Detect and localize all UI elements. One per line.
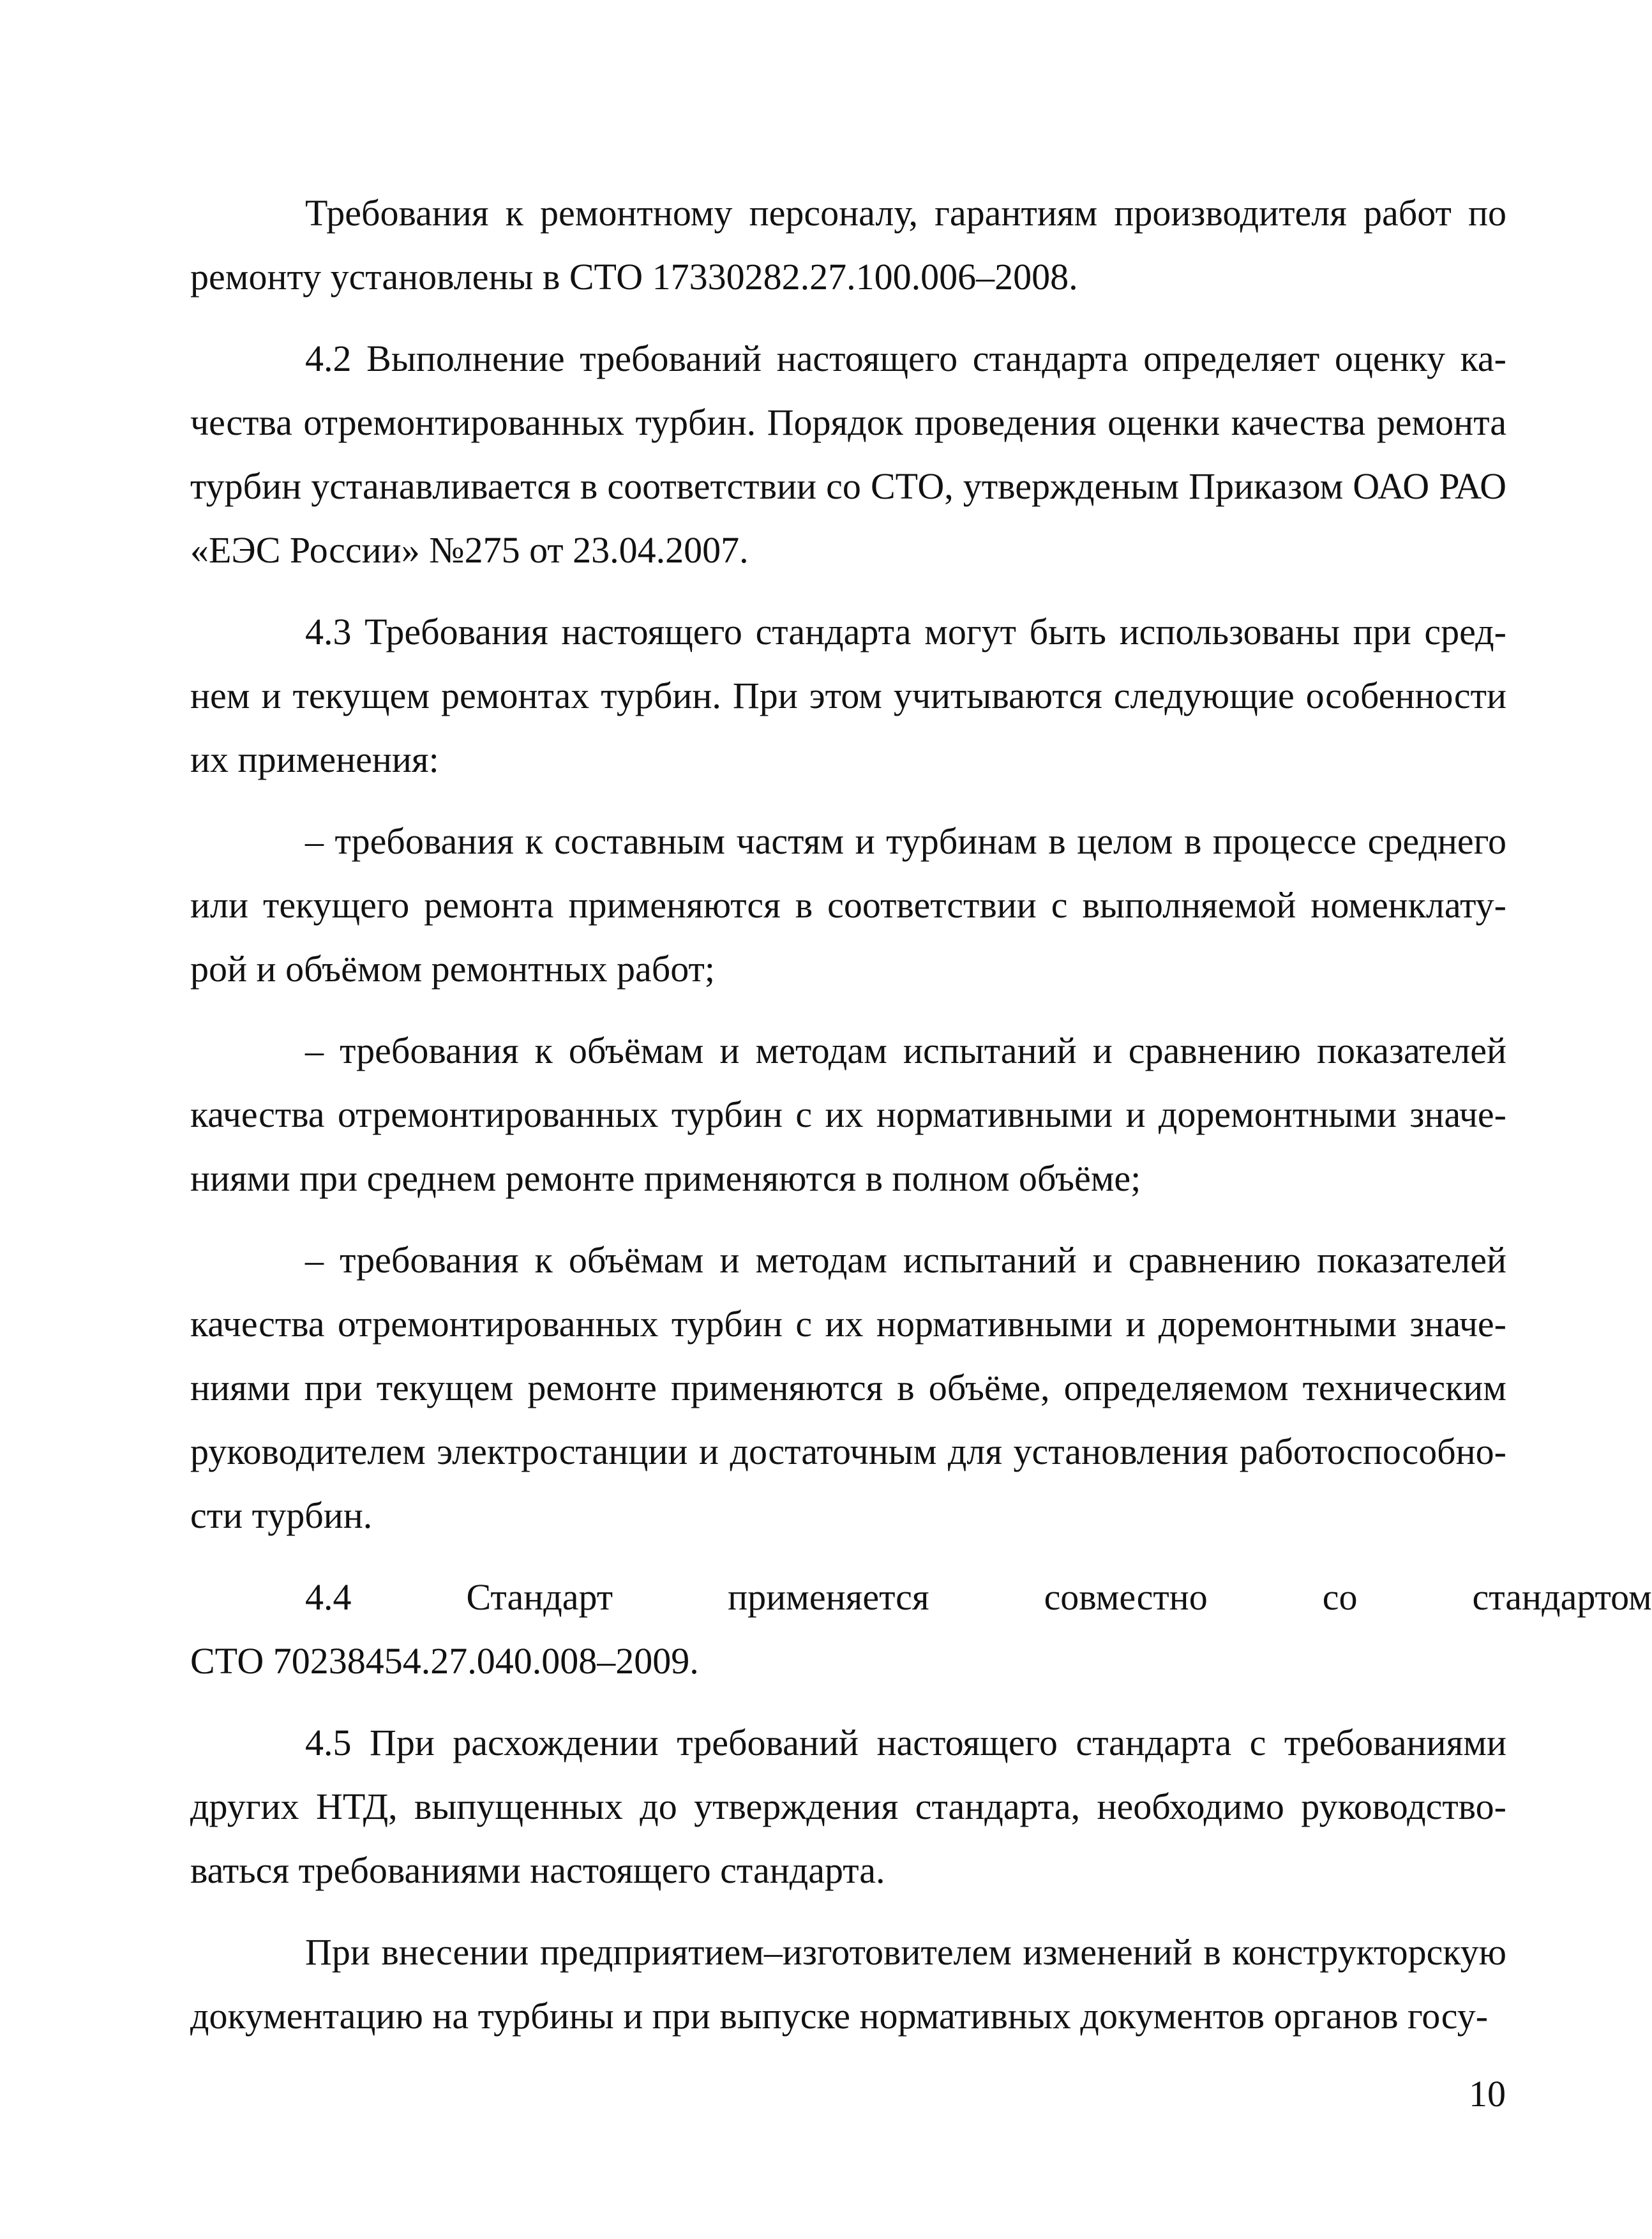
- paragraph-manufacturer-changes: При внесении предприятием–изготовителем изменений в конструкторскую документацию на турбины и при выпуске нормативных документов органов госу-: [190, 1931, 1506, 2037]
- paragraph-4-4-word: совместно: [1044, 1576, 1208, 1618]
- paragraph-4-4-word: 4.4: [305, 1576, 352, 1618]
- paragraph-4-4-line-2: СТО 70238454.27.040.008–2009.: [190, 1640, 699, 1682]
- list-item-components: – требования к составным частям и турбинам в целом в процессе среднего или текущего ремонта применяются в соответствии с выполняемой номенклатурой и объёмом ремонтных работ;: [190, 820, 1506, 990]
- document-body: [190, 181, 1652, 2048]
- paragraph-4-4-word: стандартом: [1472, 1576, 1652, 1618]
- paragraph-4-2: 4.2 Выполнение требований настоящего стандарта определяет оценку качества отремонтированных турбин. Порядок проведения оценки качества ремонта турбин устанавливается в соответствии со СТО, утвержденым Приказом ОАО РАО «ЕЭС России» №275 от 23.04.2007.: [190, 338, 1506, 571]
- paragraph-repair-personnel: Требования к ремонтному персоналу, гарантиям производителя работ по ремонту установлены в СТО 17330282.27.100.006–2008.: [190, 192, 1506, 298]
- list-item-current-repair: – требования к объёмам и методам испытаний и сравнению показателей качества отремонтированных турбин с их нормативными и доремонтными значениями при текущем ремонте применяются в объёме, определяемом техническим руководителем электростанции и достаточным для установления работоспособности турбин.: [190, 1239, 1506, 1536]
- paragraph-4-4: [190, 1565, 1652, 1693]
- paragraph-4-4-word: применяется: [728, 1576, 929, 1618]
- paragraph-4-4-word: со: [1322, 1576, 1358, 1618]
- paragraph-4-4-line-1: [190, 1565, 1652, 1629]
- paragraph-4-3: 4.3 Требования настоящего стандарта могут быть использованы при среднем и текущем ремонтах турбин. При этом учитываются следующие особенности их применения:: [190, 611, 1506, 780]
- page-number: 10: [1469, 2073, 1506, 2115]
- paragraph-4-4-word: Стандарт: [466, 1576, 613, 1618]
- paragraph-4-5: 4.5 При расхождении требований настоящего стандарта с требованиями других НТД, выпущенных до утверждения стандарта, необходимо руководствоваться требованиями настоящего стандарта.: [190, 1722, 1506, 1891]
- list-item-medium-repair: – требования к объёмам и методам испытаний и сравнению показателей качества отремонтированных турбин с их нормативными и доремонтными значениями при среднем ремонте применяются в полном объёме;: [190, 1030, 1506, 1199]
